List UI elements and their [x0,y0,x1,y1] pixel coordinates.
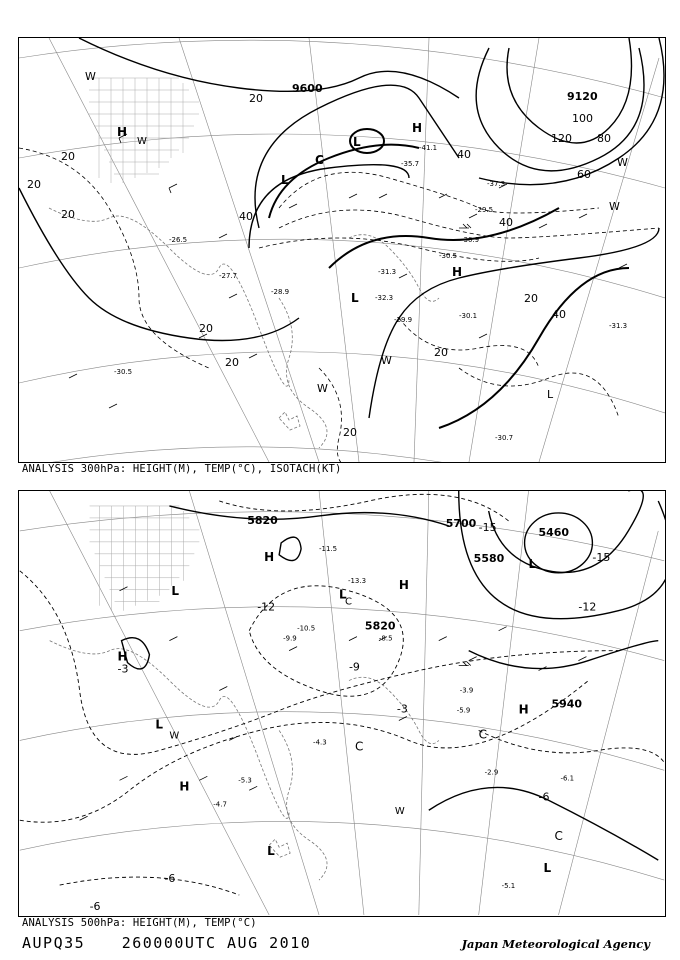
height-label: 5580 [473,551,505,565]
isotherm-label: -15 [592,550,611,564]
cold-marker: C [315,153,324,167]
coastline-300 [49,208,439,448]
station-temp: -4.7 [213,800,227,809]
low-marker: L [171,583,180,598]
warm-marker: W [137,136,147,147]
cold-marker: C [478,727,488,742]
height-label: 9120 [567,90,598,103]
station-temp: -29.5 [475,206,494,214]
high-marker: H [518,702,529,717]
warm-marker: W [617,156,628,169]
station-temp: -2.9 [484,768,499,777]
low-marker: L [547,388,554,401]
station-temp: -35.7 [401,160,420,168]
agency-name: Japan Meteorological Agency [461,937,650,951]
high-marker: H [398,577,409,592]
warm-marker: W [169,730,180,742]
station-temp: -4.3 [313,738,327,747]
isotach-label: 20 [343,426,357,439]
isotach-label: 20 [61,150,75,163]
terrain-hatch-500 [90,506,200,611]
caption-300hpa: ANALYSIS 300hPa: HEIGHT(M), TEMP(°C), ISOTACH(KT) [22,463,342,475]
station-temp: -13.3 [347,576,367,585]
low-marker: L [351,291,359,305]
isotach-label: 20 [61,208,75,221]
cold-marker: C [344,596,352,608]
isotach-label: 40 [552,308,566,321]
isotachs-300 [19,148,659,462]
station-temp: -5.1 [501,882,516,891]
station-temp: -30.1 [459,312,478,320]
high-marker: H [117,649,128,664]
isotherm-label: -6 [538,790,550,804]
station-temp: -5.3 [238,776,252,785]
isotach-label: 40 [457,148,471,161]
footer-product-line [22,934,337,952]
station-temp: -9.9 [283,634,297,643]
height-label: 5700 [445,516,477,530]
high-marker: H [412,121,423,135]
high-marker: H [117,125,128,139]
station-temp: -28.9 [271,288,290,296]
isotach-label: 60 [577,168,591,181]
isotach-label: 120 [551,132,572,145]
cold-marker: C [554,829,563,844]
isotherm-label: -12 [257,600,276,614]
station-temp: -32.3 [375,294,394,302]
low-marker: L [353,135,361,149]
chart-500hpa [18,490,666,917]
chart-300hpa [18,37,666,463]
height-label: 5820 [364,619,396,633]
station-temp: -5.9 [456,706,471,715]
isotach-label: 20 [27,178,41,191]
isotherm-label: -12 [578,600,597,614]
station-temp: -8.5 [378,634,393,643]
station-temp: -30.9 [461,236,480,244]
height-label: 5460 [538,525,570,539]
isotach-label: 80 [597,132,611,145]
station-temp: -31.3 [378,268,397,276]
station-temp: -41.1 [419,144,438,152]
height-label: 5940 [551,697,583,711]
valid-time: 260000UTC AUG 2010 [121,934,312,952]
station-temp: -37.3 [487,180,506,188]
product-code: AUPQ35 [22,934,86,952]
isotach-label: 20 [199,322,213,335]
station-temp: -11.5 [319,544,338,553]
low-marker: L [339,587,347,602]
isotach-label: 40 [239,210,253,223]
isotherm-label: -9 [348,660,360,674]
station-temp: -10.5 [297,624,316,633]
warm-marker: W [609,200,620,213]
high-marker: H [179,779,190,794]
station-temp: -31.3 [609,322,628,330]
high-marker: H [452,265,463,279]
station-temp: -30.5 [114,368,133,376]
warm-marker: W [317,382,328,395]
high-marker: H [264,549,275,564]
height-label: 5820 [247,513,278,527]
low-marker: L [543,861,552,876]
cold-marker: C [354,739,364,754]
isotherm-label: -6 [164,872,176,886]
isotach-label: 100 [572,112,593,125]
station-temp: -30.7 [495,434,514,442]
isotherms-500 [20,494,665,895]
isotach-label: 20 [524,292,538,305]
warm-marker: W [394,806,405,818]
warm-marker: W [381,354,392,367]
isotach-label: 20 [225,356,239,369]
station-temp: -26.5 [169,236,188,244]
station-temp: -6.1 [560,774,575,783]
isotherm-label: -6 [89,900,101,914]
station-temp: -3.9 [459,686,474,695]
height-contours-500 [122,491,665,860]
station-temp: -29.9 [394,316,413,324]
map-500hpa [19,491,665,915]
map-300hpa [19,38,665,462]
isotherm-label: -3 [117,662,129,676]
low-marker: L [267,844,275,859]
isotherm-label: -3 [396,702,408,716]
warm-marker: W [85,70,96,83]
caption-500hpa: ANALYSIS 500hPa: HEIGHT(M), TEMP(°C) [22,917,257,929]
low-marker: L [281,173,289,187]
isotach-label: 20 [249,92,263,105]
isotherm-label: -15 [478,520,497,534]
low-marker: L [528,556,537,571]
isotach-label: 20 [434,346,448,359]
station-temp: -30.5 [439,252,458,260]
isotach-label: 40 [499,216,513,229]
station-temp: -27.7 [219,272,238,280]
height-label: 9600 [292,82,323,95]
terrain-hatch-300 [89,78,199,183]
coastline-500 [50,641,439,880]
low-marker: L [155,717,164,732]
